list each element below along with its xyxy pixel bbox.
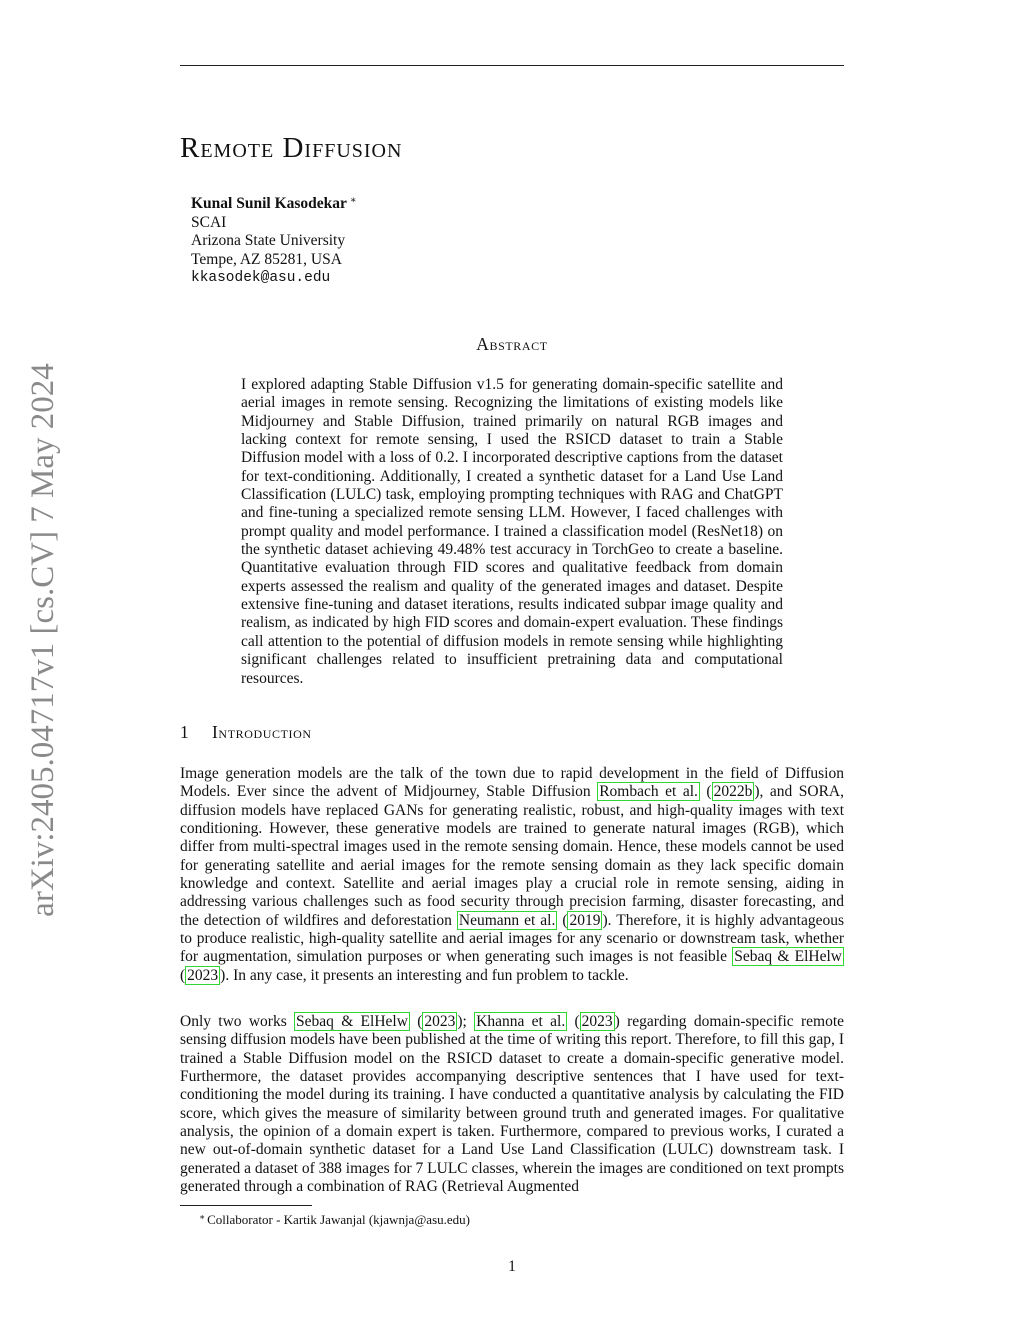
citation-separator: ; bbox=[462, 1013, 475, 1030]
abstract-heading: Abstract bbox=[476, 334, 548, 354]
citation-year-link[interactable]: 2023 bbox=[581, 1013, 613, 1030]
paragraph-text: Only two works bbox=[180, 1013, 295, 1030]
section-number: 1 bbox=[180, 722, 190, 742]
paragraph-text: regarding domain-specific remote sensing diffusion models have been published at the time of writing this report. Therefore, to fill this gap, I trained a Stable Diffusion model on the RSICD dataset to create a domain-specific generative model. Furthermore, the dataset provides accompanying descriptive sentences that I have used for text-conditioning the model during its training. I have conducted a quantitative analysis by calculating the FID score, which gives the measure of similarity between ground truth and generated images. For qualitative analysis, the opinion of a domain expert is taken. Furthermore, compared to previous works, I curated a new out-of-domain synthetic dataset for a Land Use Land Classification (LULC) downstream task. I generated a dataset of 388 images for 7 LULC classes, wherein the images are conditioned on text prompts generated through a combination of RAG (Retrieval Augmented bbox=[180, 1013, 844, 1196]
footnote-rule bbox=[180, 1205, 312, 1206]
citation-link[interactable]: Khanna et al. bbox=[476, 1013, 566, 1030]
author-affiliation-1: SCAI bbox=[191, 213, 227, 231]
paragraph-text: , and SORA, diffusion models have replaced GANs for generating realistic, robust, and high-quality images with text conditioning. However, these generative models are trained to generate natural images (RGB), which differ from multi-spectral images used in the remote sensing domain. Hence, these models cannot be used for generating satellite and aerial images for the remote sensing domain as they lack specific domain knowledge and context. Satellite and aerial images play a crucial role in remote sensing, aiding in addressing various challenges such as food security through precision farming, disaster forecasting, and the detection of wildfires and deforestation bbox=[180, 783, 845, 929]
author-line bbox=[191, 192, 357, 214]
paper-title: Remote Diffusion bbox=[180, 132, 403, 164]
abstract-text: I explored adapting Stable Diffusion v1.5 for generating domain-specific satellite and aerial images in remote sensing. Recognizing the limitations of existing models like Midjourney and Stable Diffusion, trained primarily on natural RGB images and lacking context for remote sensing, I used the RSICD dataset to train a Stable Diffusion model with a loss of 0.2. I incorporated descriptive captions from the dataset for text-conditioning. Additionally, I created a synthetic dataset for a Land Use Land Classification (LULC) task, employing prompting techniques with RAG and ChatGPT and fine-tuning a specialized remote sensing LLM. However, I faced challenges with prompt quality and model performance. I trained a classification model (ResNet18) on the synthetic dataset achieving 49.48% test accuracy in TorchGeo to create a baseline. Quantitative evaluation through FID scores and qualitative feedback from domain experts assessed the realism and quality of the generated images and dataset. Despite extensive fine-tuning and dataset iterations, results indicated subpar image quality and realism, as indicated by high FID scores and domain-expert evaluation. These findings call attention to the potential of diffusion models in remote sensing while highlighting significant challenges related to insufficient pretraining data and computational resources. bbox=[241, 376, 783, 687]
header-rule bbox=[180, 65, 844, 66]
arxiv-identifier[interactable]: arXiv:2405.04717v1 [cs.CV] 7 May 2024 bbox=[25, 363, 61, 917]
section-heading-introduction bbox=[180, 722, 312, 743]
author-email[interactable]: kkasodek@asu.edu bbox=[191, 270, 331, 286]
author-name: Kunal Sunil Kasodekar bbox=[191, 195, 347, 212]
citation-link[interactable]: Neumann et al. bbox=[458, 911, 556, 929]
footnote-marker: ∗ bbox=[199, 1212, 206, 1222]
paragraph-text: . Therefore, it is highly advantageous to produce realistic, high-quality satellite and aerial images for any scenario or downstream task, whether for augmentation, simulation purposes or when generating such images is not feasible bbox=[180, 911, 844, 966]
section-title: Introduction bbox=[212, 722, 312, 742]
paragraph-text: Image generation models are the talk of the town due to rapid development in the field of Diffusion Models. Ever since the advent of Midjourney, Stable Diffusion bbox=[180, 765, 844, 801]
intro-paragraph-2: Only two works Sebaq & ElHelw ( 2023 ); Khanna et al. ( 2023 ) regarding domain-specific remote sensing diffusion models have been published at the time of writing this report. Therefore, to fill this gap, I trained a Stable Diffusion model on the RSICD dataset to create a domain-specific generative model. Furthermore, the dataset provides accompanying descriptive sentences that I have used for text-conditioning the model during its training. I have conducted a quantitative analysis by calculating the FID score, which gives the measure of similarity between ground truth and generated images. For qualitative analysis, the opinion of a domain expert is taken. Furthermore, compared to previous works, I curated a new out-of-domain synthetic dataset for a Land Use Land Classification (LULC) downstream task. I generated a dataset of 388 images for 7 LULC classes, wherein the images are conditioned on text prompts generated through a combination of RAG (Retrieval Augmented bbox=[180, 1013, 844, 1196]
page-number: 1 bbox=[508, 1258, 516, 1275]
citation-year-link[interactable]: 2022b bbox=[713, 783, 753, 801]
footnote bbox=[199, 1209, 470, 1228]
citation-link[interactable]: Rombach et al. bbox=[599, 783, 698, 801]
paragraph-text: . In any case, it presents an interesting and fun problem to tackle. bbox=[225, 966, 629, 984]
citation-year-link[interactable]: 2023 bbox=[187, 966, 219, 984]
citation-year-link[interactable]: 2023 bbox=[424, 1013, 456, 1030]
citation-year-link[interactable]: 2019 bbox=[569, 911, 601, 929]
author-block bbox=[191, 192, 357, 288]
footnote-text: Collaborator - Kartik Jawanjal (kjawnja@asu.edu) bbox=[207, 1212, 470, 1227]
author-affiliation-2: Arizona State University bbox=[191, 232, 346, 249]
intro-paragraph-1: Image generation models are the talk of the town due to rapid development in the field of Diffusion Models. Ever since the advent of Midjourney, Stable Diffusion Rombach et al. ( 2022b ), and SORA, diffusion models have replaced GANs for generating realistic, robust, and high-quality images with text conditioning. However, these generative models are trained to generate natural images (RGB), which differ from multi-spectral images used in the remote sensing domain. Hence, these models cannot be used for generating satellite and aerial images for the remote sensing domain as they lack specific domain knowledge and context. Satellite and aerial images play a crucial role in remote sensing, aiding in addressing various challenges such as food security through precision farming, disaster forecasting, and the detection of wildfires and deforestation Neumann et al. ( 2019 ). Therefore, it is highly advantageous to produce realistic, high-quality satellite and aerial images for any scenario or downstream task, whether for augmentation, simulation purposes or when generating such images is not feasible Sebaq & ElHelw ( 2023 ). In any case, it presents an interesting and fun problem to tackle. bbox=[180, 765, 845, 984]
author-address: Tempe, AZ 85281, USA bbox=[191, 250, 342, 268]
citation-link[interactable]: Sebaq & ElHelw bbox=[734, 948, 842, 966]
citation-link[interactable]: Sebaq & ElHelw bbox=[296, 1013, 408, 1030]
author-footnote-marker[interactable]: ∗ bbox=[349, 195, 357, 206]
